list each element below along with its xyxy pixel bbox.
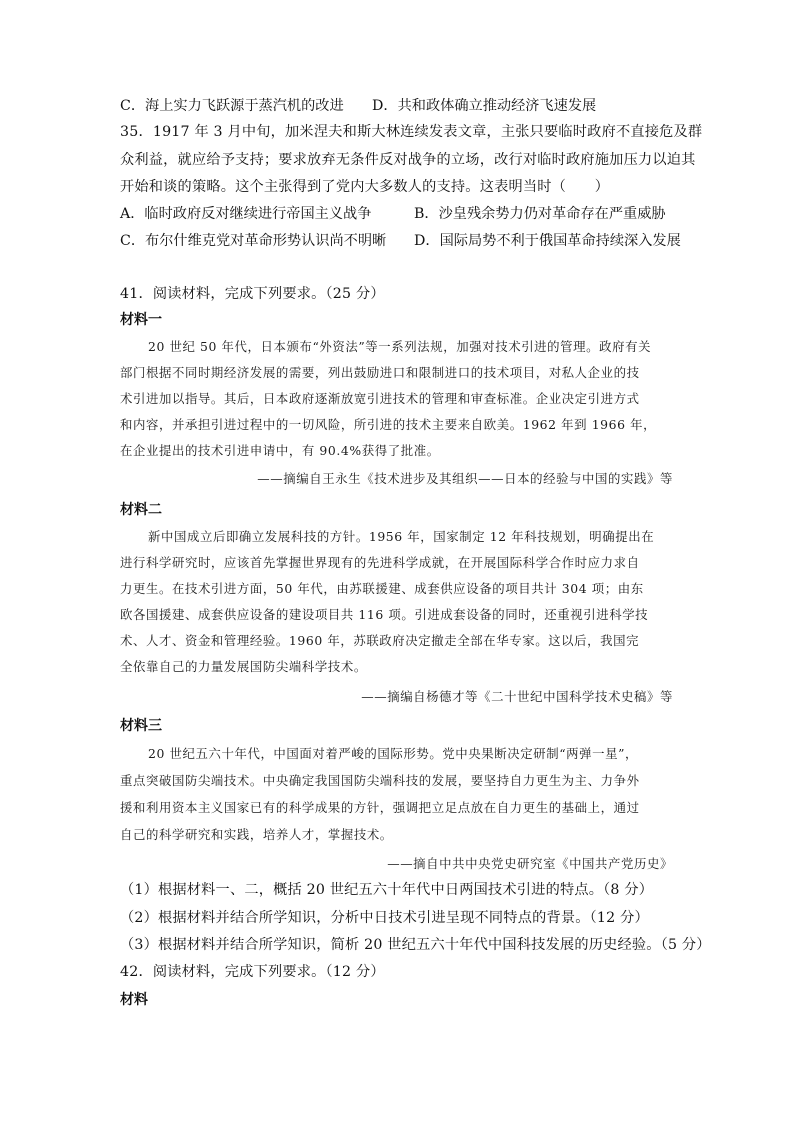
q41-material-3-line: 重点突破国防尖端技术。中央确定我国国防尖端科技的发展，要坚持自力更生为主、力争外 <box>120 773 640 788</box>
q41-material-2-line: 力更生。在技术引进方面，50 年代，由苏联援建、成套供应设备的项目共计 304 项；由东 <box>120 581 644 596</box>
q41-requirement-3: （3）根据材料并结合所学知识，简析 20 世纪五六十年代中国科技发展的历史经验。（5 分） <box>120 937 711 953</box>
q41-material-3-source: ——摘自中共中央党史研究室《中国共产党历史》 <box>387 856 673 871</box>
q41-material-1-source: ——摘编自王永生《技术进步及其组织——日本的经验与中国的实践》等 <box>257 471 673 486</box>
q42-title: 42．阅读材料，完成下列要求。（12 分） <box>120 964 385 980</box>
q41-material-1-line: 部门根据不同时期经济发展的需要，列出鼓励进口和限制进口的技术项目，对私人企业的技 <box>120 365 640 380</box>
q41-title: 41．阅读材料，完成下列要求。（25 分） <box>120 286 385 302</box>
q41-material-2-heading: 材料二 <box>120 502 162 518</box>
q41-material-1-line: 术引进加以指导。其后，日本政府逐渐放宽引进技术的管理和审查标准。企业决定引进方式 <box>120 391 640 406</box>
q41-material-2-source: ——摘编自杨德才等《二十世纪中国科学技术史稿》等 <box>361 689 673 704</box>
q41-material-2-line: 进行科学研究时，应该首先掌握世界现有的先进科学成就，在开展国际科学合作时应力求自 <box>120 555 640 570</box>
q41-material-2-line: 新中国成立后即确立发展科技的方针。1956 年，国家制定 12 年科技规划，明确提出在 <box>148 529 655 544</box>
q41-material-1-line: 在企业提出的技术引进申请中，有 90.4%获得了批准。 <box>120 443 440 458</box>
q41-material-3-heading: 材料三 <box>120 718 162 734</box>
q35-stem-line-2: 众利益，就应给予支持；要求放弃无条件反对战争的立场，改行对临时政府施加压力以迫其 <box>120 152 696 168</box>
q41-requirement-1: （1）根据材料一、二，概括 20 世纪五六十年代中日两国技术引进的特点。（8 分） <box>120 882 654 898</box>
q35-option-a: A．临时政府反对继续进行帝国主义战争 <box>120 206 372 222</box>
q35-stem-line-1: 35．1917 年 3 月中旬，加米涅夫和斯大林连续发表文章，主张只要临时政府不直接危及群 <box>120 124 703 140</box>
q41-material-2-line: 术、人才、资金和管理经验。1960 年，苏联政府决定撤走全部在华专家。这以后，我国完 <box>120 633 640 648</box>
q35-option-d: D．国际局势不利于俄国革命持续深入发展 <box>414 233 681 249</box>
q35-option-b: B．沙皇残余势力仍对革命存在严重威胁 <box>414 206 666 222</box>
q41-material-2-line: 全依靠自己的力量发展国防尖端科学技术。 <box>120 659 367 674</box>
q34-option-d: D．共和政体确立推动经济飞速发展 <box>372 98 597 114</box>
q42-material-heading: 材料 <box>120 992 148 1008</box>
q41-material-3-line: 自己的科学研究和实践，培养人才，掌握技术。 <box>120 827 393 842</box>
q41-material-1-line: 20 世纪 50 年代，日本颁布“外资法”等一系列法规，加强对技术引进的管理。政府有关 <box>148 339 652 354</box>
q35-stem-line-3: 开始和谈的策略。这个主张得到了党内大多数人的支持。这表明当时（ ） <box>120 179 610 195</box>
q41-material-1-heading: 材料一 <box>120 312 162 328</box>
q34-option-c: C．海上实力飞跃源于蒸汽机的改进 <box>120 98 344 114</box>
q41-material-1-line: 和内容，并承担引进过程中的一切风险，所引进的技术主要来自欧美。1962 年到 1966 年， <box>120 417 657 432</box>
q41-material-3-line: 20 世纪五六十年代，中国面对着严峻的国际形势。党中央果断决定研制“两弹一星”， <box>148 746 639 761</box>
q35-option-c: C．布尔什维克党对革命形势认识尚不明晰 <box>120 233 387 249</box>
q41-requirement-2: （2）根据材料并结合所学知识，分析中日技术引进呈现不同特点的背景。（12 分） <box>120 910 649 926</box>
q41-material-2-line: 欧各国援建、成套供应设备的建设项目共 116 项。引进成套设备的同时，还重视引进科学技 <box>120 607 649 622</box>
q41-material-3-line: 援和利用资本主义国家已有的科学成果的方针，强调把立足点放在自力更生的基础上，通过 <box>120 800 640 815</box>
